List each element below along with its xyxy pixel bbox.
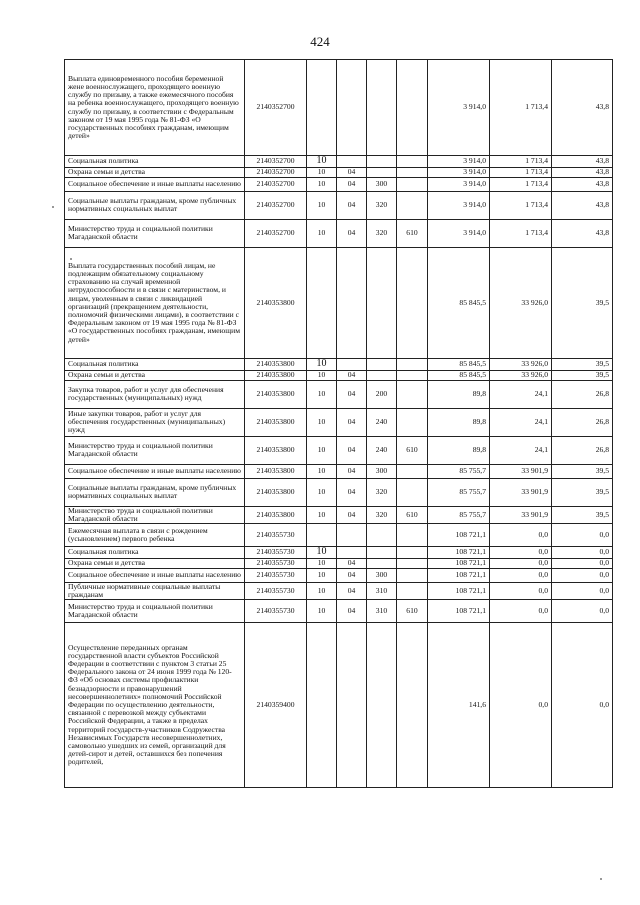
table-row — [65, 546, 613, 558]
row-code: 2140353800 — [245, 436, 307, 464]
row-sum: 141,6 — [428, 623, 490, 788]
row-name: Социальное обеспечение и иные выплаты населению — [65, 568, 245, 582]
row-name: Выплата единовременного пособия беременной жене военнослужащего, проходящего военную службу по призыву, а также ежемесячного пособия на ребенка военнослужащего, проходящего военную службу по призыву, в соответствии с Федеральным законом от 19 мая 1995 года № 81-ФЗ «О государственных пособиях гражданам, имеющим детей» — [65, 60, 245, 156]
row-name: Социальные выплаты гражданам, кроме публичных нормативных социальных выплат — [65, 191, 245, 219]
row-code: 2140353800 — [245, 478, 307, 506]
row-name: Выплата государственных пособий лицам, не подлежащим обязательному социальному страхованию на случай временной нетрудоспособности и в связи с материнством, и лицам, уволенным в связи с ликвидацией организаций (прекращением деятельности, полномочий физическими лицами), в соответствии с Федеральным законом от 19 мая 1995 года № 81-ФЗ «О государственных пособиях гражданам, имеющим детей» — [65, 247, 245, 358]
row-expense-type — [367, 358, 397, 370]
row-section: 10 — [307, 506, 337, 523]
row-executed: 0,0 — [490, 600, 552, 623]
row-code: 2140353800 — [245, 506, 307, 523]
row-name: Социальное обеспечение и иные выплаты населению — [65, 464, 245, 478]
row-subsection — [337, 523, 367, 546]
row-code: 2140355730 — [245, 568, 307, 582]
row-department — [397, 523, 428, 546]
row-department — [397, 546, 428, 558]
row-executed: 33 926,0 — [490, 358, 552, 370]
row-sum: 3 914,0 — [428, 177, 490, 191]
row-executed: 0,0 — [490, 558, 552, 568]
row-name: Социальное обеспечение и иные выплаты населению — [65, 177, 245, 191]
row-executed: 0,0 — [490, 546, 552, 558]
row-department — [397, 478, 428, 506]
row-percent: 39,5 — [552, 464, 613, 478]
row-subsection — [337, 247, 367, 358]
row-code: 2140352700 — [245, 219, 307, 247]
row-expense-type: 300 — [367, 177, 397, 191]
row-percent: 43,8 — [552, 191, 613, 219]
row-expense-type: 240 — [367, 408, 397, 436]
row-name: Закупка товаров, работ и услуг для обеспечения государственных (муниципальных) нужд — [65, 380, 245, 408]
row-expense-type — [367, 247, 397, 358]
row-sum: 85 845,5 — [428, 358, 490, 370]
row-executed: 0,0 — [490, 568, 552, 582]
row-section: 10 — [307, 167, 337, 177]
row-section: 10 — [307, 408, 337, 436]
table-row — [65, 156, 613, 168]
row-section: 10 — [307, 370, 337, 380]
row-executed: 1 713,4 — [490, 60, 552, 156]
row-expense-type: 320 — [367, 191, 397, 219]
row-expense-type: 320 — [367, 219, 397, 247]
row-percent: 26,8 — [552, 380, 613, 408]
row-subsection — [337, 358, 367, 370]
row-section: 10 — [307, 558, 337, 568]
row-name: Социальная политика — [65, 546, 245, 558]
row-expense-type — [367, 558, 397, 568]
row-code: 2140355730 — [245, 546, 307, 558]
row-executed: 33 901,9 — [490, 464, 552, 478]
row-percent: 43,8 — [552, 219, 613, 247]
row-department — [397, 623, 428, 788]
row-department — [397, 380, 428, 408]
table-row — [65, 478, 613, 506]
row-percent: 0,0 — [552, 568, 613, 582]
row-code: 2140353800 — [245, 408, 307, 436]
row-name: Охрана семьи и детства — [65, 167, 245, 177]
row-subsection: 04 — [337, 167, 367, 177]
row-department — [397, 191, 428, 219]
row-percent: 39,5 — [552, 370, 613, 380]
row-name: Министерство труда и социальной политики Магаданской области — [65, 600, 245, 623]
row-name: Охрана семьи и детства — [65, 558, 245, 568]
table-row — [65, 177, 613, 191]
row-expense-type — [367, 60, 397, 156]
row-subsection — [337, 546, 367, 558]
row-department — [397, 177, 428, 191]
row-sum: 108 721,1 — [428, 558, 490, 568]
row-expense-type — [367, 167, 397, 177]
row-department — [397, 156, 428, 168]
row-code: 2140355730 — [245, 600, 307, 623]
row-percent: 39,5 — [552, 506, 613, 523]
row-name: Охрана семьи и детства — [65, 370, 245, 380]
row-subsection: 04 — [337, 380, 367, 408]
row-sum: 85 845,5 — [428, 247, 490, 358]
table-row — [65, 436, 613, 464]
row-sum: 3 914,0 — [428, 167, 490, 177]
row-executed: 24,1 — [490, 436, 552, 464]
row-department — [397, 582, 428, 599]
row-name: Социальная политика — [65, 358, 245, 370]
row-subsection: 04 — [337, 478, 367, 506]
row-name: Социальная политика — [65, 156, 245, 168]
row-executed: 1 713,4 — [490, 167, 552, 177]
row-code: 2140355730 — [245, 582, 307, 599]
row-department: 610 — [397, 600, 428, 623]
table-row — [65, 568, 613, 582]
row-executed: 24,1 — [490, 380, 552, 408]
row-section: 10 — [307, 478, 337, 506]
row-department: 610 — [397, 506, 428, 523]
row-section: 10 — [307, 191, 337, 219]
page-number: 424 — [310, 34, 330, 49]
row-subsection: 04 — [337, 582, 367, 599]
row-executed: 0,0 — [490, 523, 552, 546]
row-section — [307, 247, 337, 358]
row-code: 2140352700 — [245, 60, 307, 156]
row-code: 2140353800 — [245, 247, 307, 358]
table-row — [65, 370, 613, 380]
table-row — [65, 623, 613, 788]
row-executed: 33 926,0 — [490, 247, 552, 358]
row-code: 2140352700 — [245, 167, 307, 177]
row-department — [397, 408, 428, 436]
row-percent: 43,8 — [552, 156, 613, 168]
row-code: 2140355730 — [245, 558, 307, 568]
row-subsection: 04 — [337, 506, 367, 523]
row-percent: 0,0 — [552, 582, 613, 599]
row-name: Осуществление переданных органам государственной власти субъектов Российской Федерации в соответствии с пунктом 3 статьи 25 Федерального закона от 24 июня 1999 года № 120-ФЗ «Об основах системы профилактики безнадзорности и правонарушений несовершеннолетних» полномочий Российской Федерации по осуществлению деятельности, связанной с перевозкой между субъектами Российской Федерации, а также в пределах территорий государств-участников Содружества Независимых Государств несовершеннолетних, самовольно ушедших из семей, организаций для детей-сирот и детей, оставшихся без попечения родителей, — [65, 623, 245, 788]
row-expense-type: 320 — [367, 506, 397, 523]
row-department — [397, 370, 428, 380]
row-expense-type — [367, 546, 397, 558]
table-row — [65, 60, 613, 156]
row-executed: 33 926,0 — [490, 370, 552, 380]
table-row — [65, 506, 613, 523]
row-subsection: 04 — [337, 370, 367, 380]
row-code: 2140353800 — [245, 370, 307, 380]
scan-speck — [600, 878, 602, 880]
table-row — [65, 523, 613, 546]
row-sum: 85 755,7 — [428, 506, 490, 523]
row-name: Министерство труда и социальной политики Магаданской области — [65, 506, 245, 523]
row-executed: 1 713,4 — [490, 191, 552, 219]
row-sum: 85 845,5 — [428, 370, 490, 380]
row-percent: 39,5 — [552, 358, 613, 370]
row-executed: 0,0 — [490, 623, 552, 788]
row-percent: 0,0 — [552, 600, 613, 623]
table-row — [65, 380, 613, 408]
row-sum: 108 721,1 — [428, 546, 490, 558]
row-sum: 85 755,7 — [428, 478, 490, 506]
row-section: 10 — [307, 464, 337, 478]
row-section — [307, 623, 337, 788]
row-executed: 1 713,4 — [490, 156, 552, 168]
row-name: Социальные выплаты гражданам, кроме публичных нормативных социальных выплат — [65, 478, 245, 506]
row-name: Министерство труда и социальной политики Магаданской области — [65, 219, 245, 247]
row-subsection: 04 — [337, 436, 367, 464]
row-executed: 24,1 — [490, 408, 552, 436]
row-section: 10 — [307, 436, 337, 464]
row-department — [397, 247, 428, 358]
row-section: 10 — [307, 380, 337, 408]
row-expense-type: 300 — [367, 464, 397, 478]
row-sum: 108 721,1 — [428, 600, 490, 623]
row-department — [397, 167, 428, 177]
row-percent: 39,5 — [552, 247, 613, 358]
row-sum: 108 721,1 — [428, 523, 490, 546]
row-subsection: 04 — [337, 177, 367, 191]
row-sum: 108 721,1 — [428, 582, 490, 599]
row-executed: 1 713,4 — [490, 219, 552, 247]
row-executed: 33 901,9 — [490, 478, 552, 506]
row-percent: 26,8 — [552, 408, 613, 436]
row-department — [397, 558, 428, 568]
row-percent: 43,8 — [552, 60, 613, 156]
row-expense-type: 310 — [367, 600, 397, 623]
row-section: 10 — [307, 219, 337, 247]
row-subsection: 04 — [337, 408, 367, 436]
row-name: Иные закупки товаров, работ и услуг для обеспечения государственных (муниципальных) нужд — [65, 408, 245, 436]
row-expense-type — [367, 623, 397, 788]
row-sum: 3 914,0 — [428, 191, 490, 219]
table-row — [65, 408, 613, 436]
row-executed: 0,0 — [490, 582, 552, 599]
row-sum: 3 914,0 — [428, 219, 490, 247]
row-code: 2140352700 — [245, 156, 307, 168]
row-subsection: 04 — [337, 219, 367, 247]
row-sum: 3 914,0 — [428, 156, 490, 168]
row-code: 2140353800 — [245, 358, 307, 370]
row-section — [307, 60, 337, 156]
table-row — [65, 464, 613, 478]
row-section: 10 — [307, 546, 337, 558]
scan-speck — [52, 206, 54, 208]
row-expense-type: 200 — [367, 380, 397, 408]
row-executed: 33 901,9 — [490, 506, 552, 523]
row-percent: 26,8 — [552, 436, 613, 464]
row-percent: 0,0 — [552, 558, 613, 568]
row-department — [397, 464, 428, 478]
row-department — [397, 60, 428, 156]
row-subsection: 04 — [337, 558, 367, 568]
row-sum: 3 914,0 — [428, 60, 490, 156]
scan-speck — [70, 258, 72, 260]
table-row — [65, 191, 613, 219]
row-section: 10 — [307, 358, 337, 370]
row-subsection: 04 — [337, 191, 367, 219]
table-row — [65, 247, 613, 358]
row-percent: 0,0 — [552, 546, 613, 558]
row-department: 610 — [397, 219, 428, 247]
row-expense-type: 240 — [367, 436, 397, 464]
row-section — [307, 523, 337, 546]
row-expense-type — [367, 370, 397, 380]
table-row — [65, 558, 613, 568]
row-sum: 85 755,7 — [428, 464, 490, 478]
row-percent: 0,0 — [552, 623, 613, 788]
table-row — [65, 167, 613, 177]
row-subsection: 04 — [337, 600, 367, 623]
row-percent: 39,5 — [552, 478, 613, 506]
row-code: 2140352700 — [245, 177, 307, 191]
row-expense-type — [367, 523, 397, 546]
row-code: 2140355730 — [245, 523, 307, 546]
row-expense-type: 310 — [367, 582, 397, 599]
row-name: Ежемесячная выплата в связи с рождением (усыновлением) первого ребенка — [65, 523, 245, 546]
table-row — [65, 219, 613, 247]
table-row — [65, 358, 613, 370]
row-sum: 89,8 — [428, 408, 490, 436]
row-percent: 43,8 — [552, 177, 613, 191]
row-section: 10 — [307, 156, 337, 168]
row-percent: 43,8 — [552, 167, 613, 177]
row-executed: 1 713,4 — [490, 177, 552, 191]
table-row — [65, 600, 613, 623]
row-department — [397, 568, 428, 582]
row-section: 10 — [307, 568, 337, 582]
row-code: 2140359400 — [245, 623, 307, 788]
row-subsection — [337, 623, 367, 788]
row-sum: 108 721,1 — [428, 568, 490, 582]
row-department — [397, 358, 428, 370]
row-sum: 89,8 — [428, 436, 490, 464]
row-subsection: 04 — [337, 464, 367, 478]
row-code: 2140353800 — [245, 380, 307, 408]
row-expense-type: 300 — [367, 568, 397, 582]
row-expense-type — [367, 156, 397, 168]
row-department: 610 — [397, 436, 428, 464]
row-section: 10 — [307, 600, 337, 623]
row-expense-type: 320 — [367, 478, 397, 506]
budget-table — [64, 59, 613, 788]
row-subsection — [337, 60, 367, 156]
row-name: Публичные нормативные социальные выплаты гражданам — [65, 582, 245, 599]
row-name: Министерство труда и социальной политики Магаданской области — [65, 436, 245, 464]
row-sum: 89,8 — [428, 380, 490, 408]
row-code: 2140352700 — [245, 191, 307, 219]
row-section: 10 — [307, 177, 337, 191]
row-code: 2140353800 — [245, 464, 307, 478]
row-percent: 0,0 — [552, 523, 613, 546]
row-section: 10 — [307, 582, 337, 599]
table-row — [65, 582, 613, 599]
row-subsection — [337, 156, 367, 168]
row-subsection: 04 — [337, 568, 367, 582]
